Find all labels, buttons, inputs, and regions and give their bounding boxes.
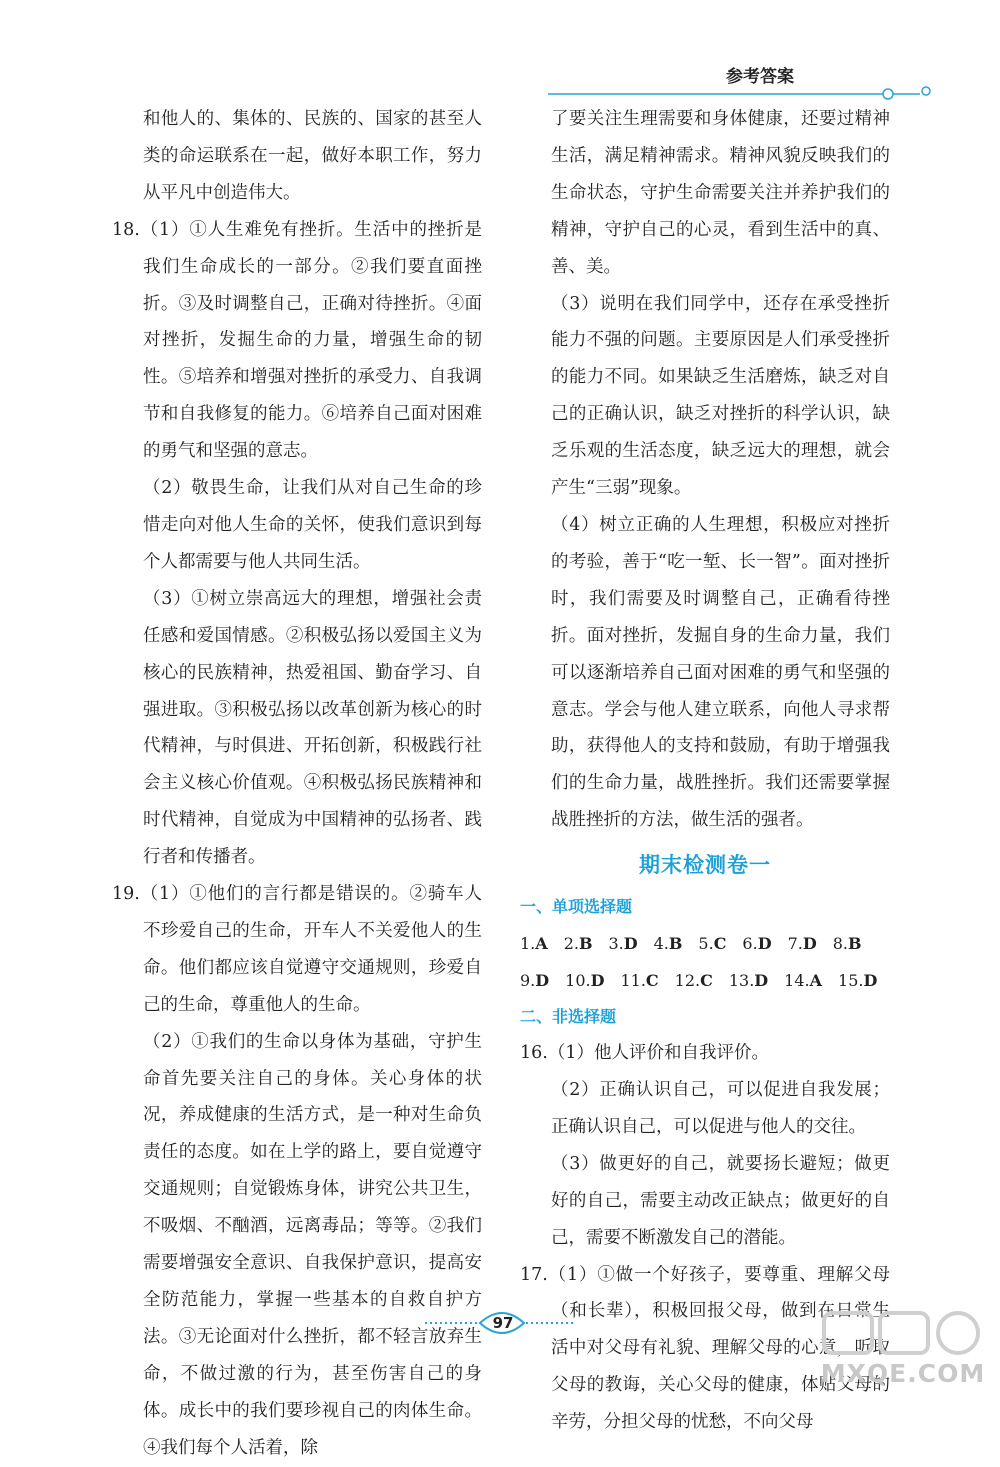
- header-rule: [548, 86, 938, 100]
- section-heading-non-choice: 二、非选择题: [520, 1007, 617, 1027]
- answer-item: [742, 925, 771, 962]
- answer-letter: B: [668, 934, 683, 954]
- left-paragraphs: [112, 101, 482, 1467]
- right-column: [520, 101, 890, 1441]
- question-number: 14.: [784, 971, 810, 991]
- section-heading-single-choice: 一、单项选择题: [520, 897, 633, 917]
- answer-item: [520, 962, 549, 999]
- question-number: 6.: [742, 934, 758, 954]
- answer-letter: B: [578, 934, 593, 954]
- paragraph: 和他人的、集体的、民族的、国家的甚至人类的命运联系在一起，做好本职工作，努力从平凡中创造伟大。: [143, 109, 482, 203]
- answer-item: [564, 925, 593, 962]
- answer-item: [654, 925, 683, 962]
- question-number: 7.: [787, 934, 803, 954]
- paragraph: （3）①树立崇高远大的理想，增强社会责任感和爱国情感。②积极弘扬以爱国主义为核心的民族精神，热爱祖国、勤奋学习、自强进取。③积极弘扬以改革创新为核心的时代精神，与时俱进、开拓创新，积极践行社会主义核心价值观。④积极弘扬民族精神和时代精神，自觉成为中国精神的弘扬者、践行者和传播者。: [143, 588, 482, 868]
- paragraph: （3）做更好的自己，就要扬长避短；做更好的自己，需要主动改正缺点；做更好的自己，需要不断激发自己的潜能。: [551, 1153, 890, 1248]
- question-number: 12.: [674, 971, 701, 991]
- answer-item: [520, 925, 548, 962]
- page-number: 97: [492, 1314, 514, 1332]
- answer-letter: C: [713, 934, 727, 954]
- paragraph: 16.（1）他人评价和自我评价。: [520, 1043, 769, 1064]
- watermark-text: MXQE.COM: [820, 1359, 986, 1388]
- paragraph: （4）树立正确的人生理想，积极应对挫折的考验，善于“吃一堑、长一智”。面对挫折时，我们需要及时调整自己，正确看待挫折。面对挫折，发掘自身的生命力量，我们可以逐渐培养自己面对困难的勇气和坚强的意志。学会与他人建立联系，向他人寻求帮助，获得他人的支持和鼓励，有助于增强我们的生命力量，战胜挫折。我们还需要掌握战胜挫折的方法，做生活的强者。: [551, 514, 890, 831]
- paragraph: 17.（1）①做一个好孩子，要尊重、理解父母（和长辈），积极回报父母，做到在日常生活中对父母有礼貌、理解父母的心意，听取父母的教诲，关心父母的健康，体贴父母的辛劳，分担父母的忧愁，不向父母: [520, 1264, 890, 1433]
- answer-letter: D: [757, 934, 772, 954]
- answer-item: [675, 962, 713, 999]
- answer-letter: D: [623, 934, 638, 954]
- answer-letter: C: [645, 971, 659, 991]
- question-number: 15.: [838, 971, 864, 991]
- question-number: 5.: [698, 934, 714, 954]
- paragraph: 18.（1）①人生难免有挫折。生活中的挫折是我们生命成长的一部分。②我们要直面挫折。③及时调整自己，正确对待挫折。④面对挫折，发掘生命的力量，增强生命的韧性。⑤培养和增强对挫折的承受力、自我调节和自我修复的能力。⑥培养自己面对困难的勇气和坚强的意志。: [112, 219, 482, 462]
- answer-item: [788, 925, 817, 962]
- paragraph: （2）①我们的生命以身体为基础，守护生命首先要关注自己的身体。关心身体的状况，养成健康的生活方式，是一种对生命负责任的态度。如在上学的路上，要自觉遵守交通规则；自觉锻炼身体，讲究公共卫生，不吸烟、不酗酒，远离毒品；等等。②我们需要增强安全意识、自我保护意识，提高安全防范能力，掌握一些基本的自救自护方法。③无论面对什么挫折，都不轻言放弃生命，不做过激的行为，甚至伤害自己的身体。成长中的我们要珍视自己的肉体生命。④我们每个人活着，除: [143, 1031, 482, 1458]
- answer-letter: D: [802, 934, 817, 954]
- answer-item: [608, 925, 637, 962]
- paragraph: （2）正确认识自己，可以促进自我发展；正确认识自己，可以促进与他人的交往。: [551, 1080, 890, 1137]
- answer-item: [729, 962, 768, 999]
- watermark-emblem-icon: [818, 1305, 988, 1361]
- question-number: 2.: [563, 934, 579, 954]
- question-number: 11.: [620, 971, 646, 991]
- answer-item: [698, 925, 726, 962]
- answer-item: [565, 962, 604, 999]
- paragraph: （2）敬畏生命，让我们从对自己生命的珍惜走向对他人生命的关怀，使我们意识到每个人都需要与他人共同生活。: [143, 478, 482, 572]
- answer-letter: D: [590, 971, 605, 991]
- question-number: 13.: [728, 971, 755, 991]
- answer-item: [620, 962, 658, 999]
- question-number: 4.: [653, 934, 669, 954]
- answer-letter: B: [847, 934, 862, 954]
- answer-letter: D: [863, 971, 878, 991]
- header-title: 参考答案: [726, 67, 794, 87]
- answer-row-1: [520, 925, 890, 962]
- answer-letter: A: [809, 971, 823, 991]
- answer-item: [838, 962, 877, 999]
- paragraph: 19.（1）①他们的言行都是错误的。②骑车人不珍爱自己的生命，开车人不关爱他人的生命。他们都应该自觉遵守交通规则，珍爱自己的生命，尊重他人的生命。: [112, 884, 482, 1015]
- answer-item: [833, 925, 862, 962]
- answer-row-2: [520, 962, 890, 999]
- paragraph: （3）说明在我们同学中，还存在承受挫折能力不强的问题。主要原因是人们承受挫折的能力不同。如果缺乏生活磨炼，缺乏对自己的正确认识，缺乏对挫折的科学认识，缺乏乐观的生活态度，缺乏远大的理想，就会产生“三弱”现象。: [551, 293, 890, 499]
- question-number: 8.: [832, 934, 848, 954]
- answer-letter: C: [700, 971, 713, 991]
- exam-title: 期末检测卷一: [639, 853, 771, 878]
- paragraph: 了要关注生理需要和身体健康，还要过精神生活，满足精神需求。精神风貌反映我们的生命状态，守护生命需要关注并养护我们的精神，守护自己的心灵，看到生活中的真、善、美。: [551, 109, 890, 277]
- left-column: [112, 101, 482, 1467]
- question-number: 3.: [608, 934, 624, 954]
- answer-letter: D: [754, 971, 769, 991]
- watermark-logo: [818, 1305, 988, 1391]
- answer-letter: A: [535, 934, 548, 954]
- question-number: 9.: [520, 971, 536, 991]
- answer-letter: D: [535, 971, 550, 991]
- question-number: 1.: [520, 934, 536, 954]
- question-number: 10.: [565, 971, 591, 991]
- answer-item: [784, 962, 822, 999]
- right-paragraphs-top: [520, 101, 890, 839]
